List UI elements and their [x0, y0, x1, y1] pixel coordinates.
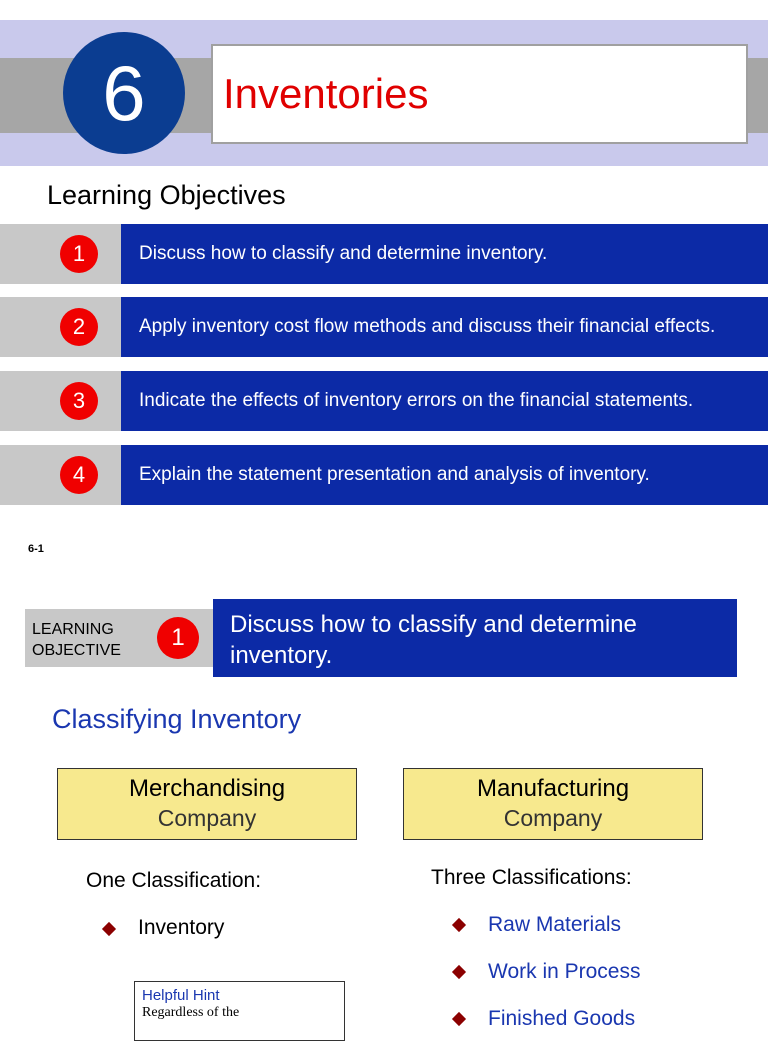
objective-row-3 — [0, 371, 768, 431]
objective-text-2: Apply inventory cost flow methods and discuss their financial effects. — [139, 316, 716, 337]
learning-objectives-heading: Learning Objectives — [47, 180, 286, 210]
lo-banner-text: Discuss how to classify and determine inventory. — [230, 611, 637, 669]
objective-row-2 — [0, 297, 768, 357]
helpful-hint-box — [134, 981, 345, 1041]
merchandising-line2: Company — [157, 805, 257, 831]
manufacturing-item-1: Raw Materials — [488, 913, 622, 936]
objective-row-1 — [0, 224, 768, 284]
objective-text-1: Discuss how to classify and determine inventory. — [139, 243, 548, 264]
objective-text-4: Explain the statement presentation and analysis of inventory. — [139, 464, 650, 485]
manufacturing-line1: Manufacturing — [476, 775, 630, 802]
chapter-title: Inventories — [223, 70, 429, 117]
merchandising-item-1: Inventory — [138, 916, 225, 939]
bullet-diamond-icon — [452, 918, 466, 932]
manufacturing-company-box — [403, 768, 703, 840]
hint-text: Regardless of the — [142, 1005, 240, 1020]
lo-number-badge: 1 — [157, 617, 199, 659]
objective-number-1: 1 — [60, 235, 98, 273]
merchandising-company-box — [57, 768, 357, 840]
manufacturing-line2: Company — [503, 805, 603, 831]
lo-label-line1: LEARNING — [32, 621, 114, 638]
section-title: Classifying Inventory — [52, 704, 302, 734]
manufacturing-item-3: Finished Goods — [488, 1007, 636, 1030]
chapter-number-badge: 6 — [63, 32, 185, 154]
lo-label-line2: OBJECTIVE — [32, 642, 121, 659]
hint-title: Helpful Hint — [142, 987, 220, 1004]
objective-row-4 — [0, 445, 768, 505]
merchandising-line1: Merchandising — [128, 775, 286, 802]
bullet-diamond-icon — [102, 922, 116, 936]
objective-number-4: 4 — [60, 456, 98, 494]
objective-text-3: Indicate the effects of inventory errors on the financial statements. — [139, 390, 694, 411]
manufacturing-subheading: Three Classifications: — [431, 866, 632, 889]
lo-label — [32, 619, 121, 661]
page-number: 6-1 — [28, 543, 44, 555]
objective-number-2: 2 — [60, 308, 98, 346]
merchandising-subheading: One Classification: — [86, 869, 262, 892]
objective-number-3: 3 — [60, 382, 98, 420]
bullet-diamond-icon — [452, 965, 466, 979]
manufacturing-item-2: Work in Process — [488, 960, 641, 983]
